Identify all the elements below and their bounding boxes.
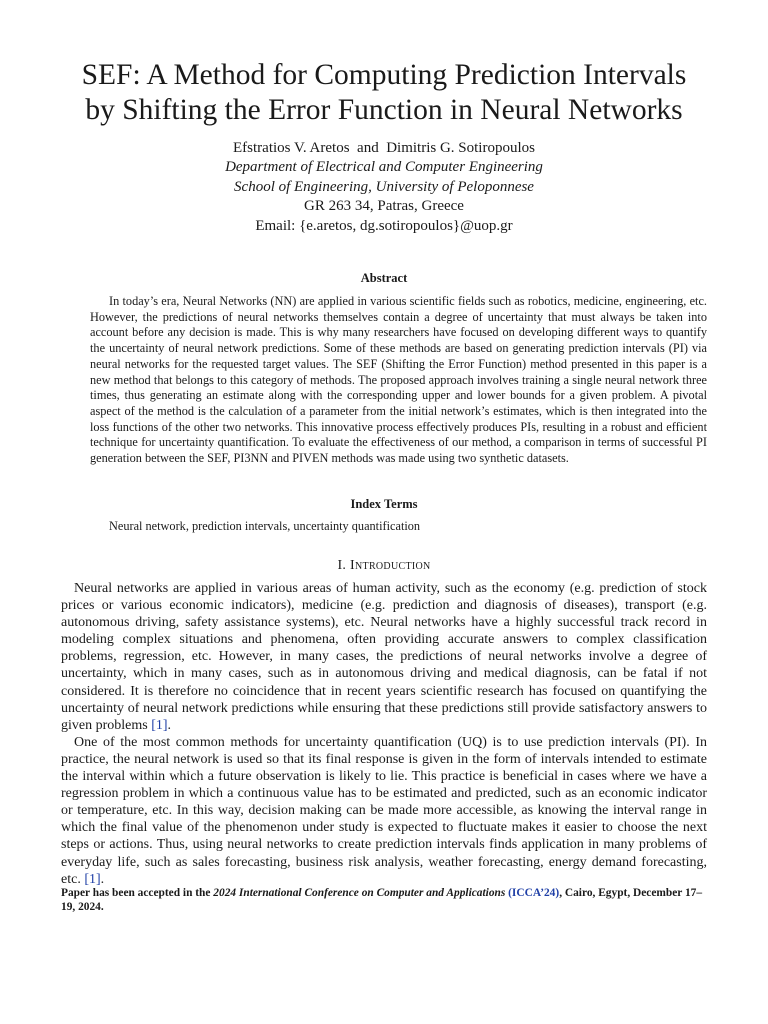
section-title: Introduction <box>350 558 431 573</box>
citation-link[interactable]: [1] <box>84 871 101 887</box>
abstract-text: In today’s era, Neural Networks (NN) are applied in various scientific fields such as robotics, medicine, engineering, etc. However, the predictions of neural networks themselves contain a degree of uncertainty that must always be taken into account before any decision is made. This is why many researchers have focused on developing different ways to quantify the uncertainty of neural network predictions. Some of these methods are based on generating prediction intervals (PI) via neural networks for the requested target values. The SEF (Shifting the Error Function) method presented in this paper is a new method that belongs to this category of methods. The proposed approach involves training a single neural network three times, thus generating an estimate along with the corresponding upper and lower bounds for a given problem. A pivotal aspect of the method is the calculation of a parameter from the initial network’s estimates, which is then integrated into the loss functions of the other two networks. This innovative process effectively produces PIs, resulting in a robust and efficient technique for uncertainty quantification. To evaluate the effectiveness of our method, a comparison in terms of successful PI generation between the SEF, PI3NN and PIVEN methods was made using two synthetic datasets. <box>90 294 707 466</box>
paper-title <box>40 58 728 128</box>
footnote-suffix: , Cairo, Egypt, December 17–19, 2024. <box>61 887 703 913</box>
title-line-1: SEF: A Method for Computing Prediction Intervals <box>81 59 687 91</box>
intro-paragraph-2-text: One of the most common methods for uncertainty quantification (UQ) is to use prediction intervals (PI). In practice, the neural network is used so that its final response is given in the form of intervals intended to estimate the interval within which a future observation is likely to lie. This practice is beneficial in cases where we have a regression problem in which a continuous value has to be estimated and predicted, such as an economic indicator or temperature, etc. In this way, decision making can be made more accessible, as knowing the interval range in which the final value of the phenomenon under study is expected to fluctuate makes it easier to choose the next steps or actions. Thus, using neural networks to create prediction intervals finds application in many problems of everyday life, such as sales forecasting, business risk analysis, weather forecasting, energy demand forecasting, etc. <box>61 734 707 887</box>
abstract-heading: Abstract <box>360 271 408 285</box>
intro-paragraph-2-end: . <box>100 871 105 887</box>
title-line-2: by Shifting the Error Function in Neural Networks <box>85 94 683 126</box>
index-terms-text: Neural network, prediction intervals, uncertainty quantification <box>109 519 421 533</box>
author-names: Efstratios V. Aretos and Dimitris G. Sotiropoulos <box>233 140 535 156</box>
introduction-body <box>61 580 707 888</box>
citation-link[interactable]: [1] <box>151 717 168 733</box>
section-heading <box>40 558 728 574</box>
department: Department of Electrical and Computer Engineering <box>225 159 543 176</box>
footnote-venue: 2024 International Conference on Computer and Applications <box>213 887 506 899</box>
school: School of Engineering, University of Peloponnese <box>234 178 534 195</box>
email: Email: {e.aretos, dg.sotiropoulos}@uop.gr <box>255 217 513 234</box>
author-block <box>40 139 728 236</box>
index-terms-heading: Index Terms <box>350 497 418 511</box>
intro-paragraph-1 <box>61 580 707 734</box>
address: GR 263 34, Patras, Greece <box>304 198 464 215</box>
conference-link[interactable]: (ICCA’24) <box>508 887 560 899</box>
intro-paragraph-2 <box>61 734 707 888</box>
section-number: I. <box>337 558 347 573</box>
intro-paragraph-1-text: Neural networks are applied in various areas of human activity, such as the economy (e.g. prediction of stock prices or various economic indicators), medicine (e.g. prediction and diagnosis of diseases), transport (e.g. autonomous driving, safety assistance systems), etc. Neural networks have a highly successful track record in modeling complex situations and phenomena, often providing accurate answers to complex classification problems, regression, etc. However, in many cases, the predictions of neural networks involve a degree of uncertainty, which in many cases, such as in autonomous driving and medical diagnosis, can be fatal if not considered. It is therefore no coincidence that in recent years scientific research has focused on quantifying the uncertainty of neural network predictions while ensuring that these predictions still provide satisfactory answers to given problems <box>61 581 707 733</box>
intro-paragraph-1-end: . <box>167 717 172 733</box>
footnote-prefix: Paper has been accepted in the <box>61 887 214 899</box>
acceptance-footnote <box>61 886 707 914</box>
